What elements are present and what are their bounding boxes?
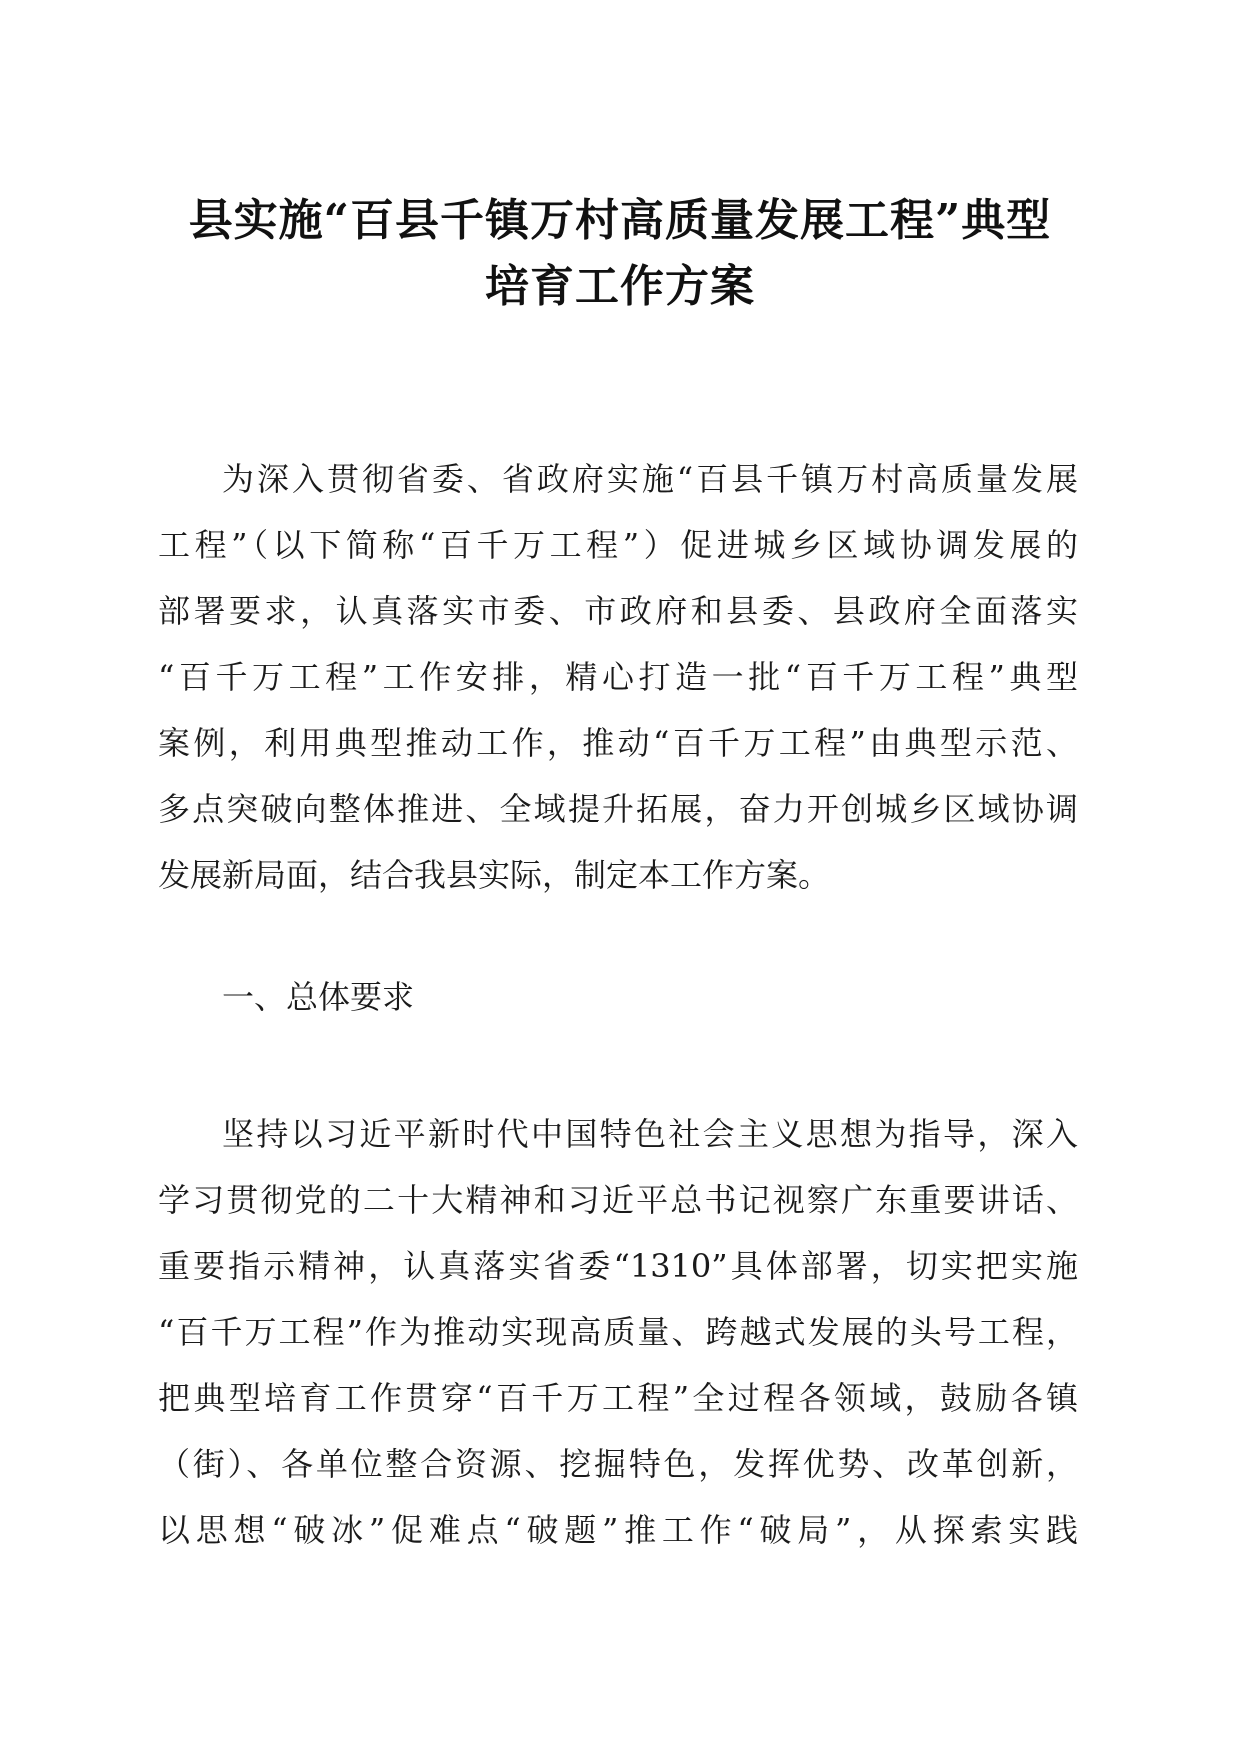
intro-paragraph [158, 446, 1078, 908]
section-heading-text: 一、总体要求 [222, 978, 415, 1016]
paragraph-line: 工程”（以下简称“百千万工程”）促进城乡区域协调发展的 [158, 526, 1078, 564]
paragraph-line: 学习贯彻党的二十大精神和习近平总书记视察广东重要讲话、 [158, 1181, 1078, 1219]
paragraph-line: 以思想“破冰”促难点“破题”推工作“破局”，从探索实践 [158, 1511, 1078, 1549]
paragraph-line: “百千万工程”工作安排，精心打造一批“百千万工程”典型 [158, 658, 1078, 696]
paragraph-line: 发展新局面，结合我县实际，制定本工作方案。 [158, 856, 831, 894]
section-paragraph [158, 1101, 1078, 1563]
paragraph-line: 部署要求，认真落实市委、市政府和县委、县政府全面落实 [158, 592, 1078, 630]
title-line-1: 县实施“百县千镇万村高质量发展工程”典型 [188, 195, 1052, 246]
paragraph-line: 案例，利用典型推动工作，推动“百千万工程”由典型示范、 [158, 724, 1078, 762]
paragraph-line: 重要指示精神，认真落实省委“1310”具体部署，切实把实施 [158, 1247, 1078, 1285]
document-title [150, 188, 1090, 320]
paragraph-line: 坚持以习近平新时代中国特色社会主义思想为指导，深入 [222, 1115, 1078, 1153]
section-heading [158, 964, 1078, 1030]
paragraph-line: （街）、各单位整合资源、挖掘特色，发挥优势、改革创新， [158, 1445, 1078, 1483]
paragraph-line: “百千万工程”作为推动实现高质量、跨越式发展的头号工程， [158, 1313, 1078, 1351]
paragraph-line: 多点突破向整体推进、全域提升拓展，奋力开创城乡区域协调 [158, 790, 1078, 828]
paragraph-line: 把典型培育工作贯穿“百千万工程”全过程各领域，鼓励各镇 [158, 1379, 1078, 1417]
paragraph-line: 为深入贯彻省委、省政府实施“百县千镇万村高质量发展 [222, 460, 1078, 498]
title-line-2: 培育工作方案 [485, 261, 755, 312]
